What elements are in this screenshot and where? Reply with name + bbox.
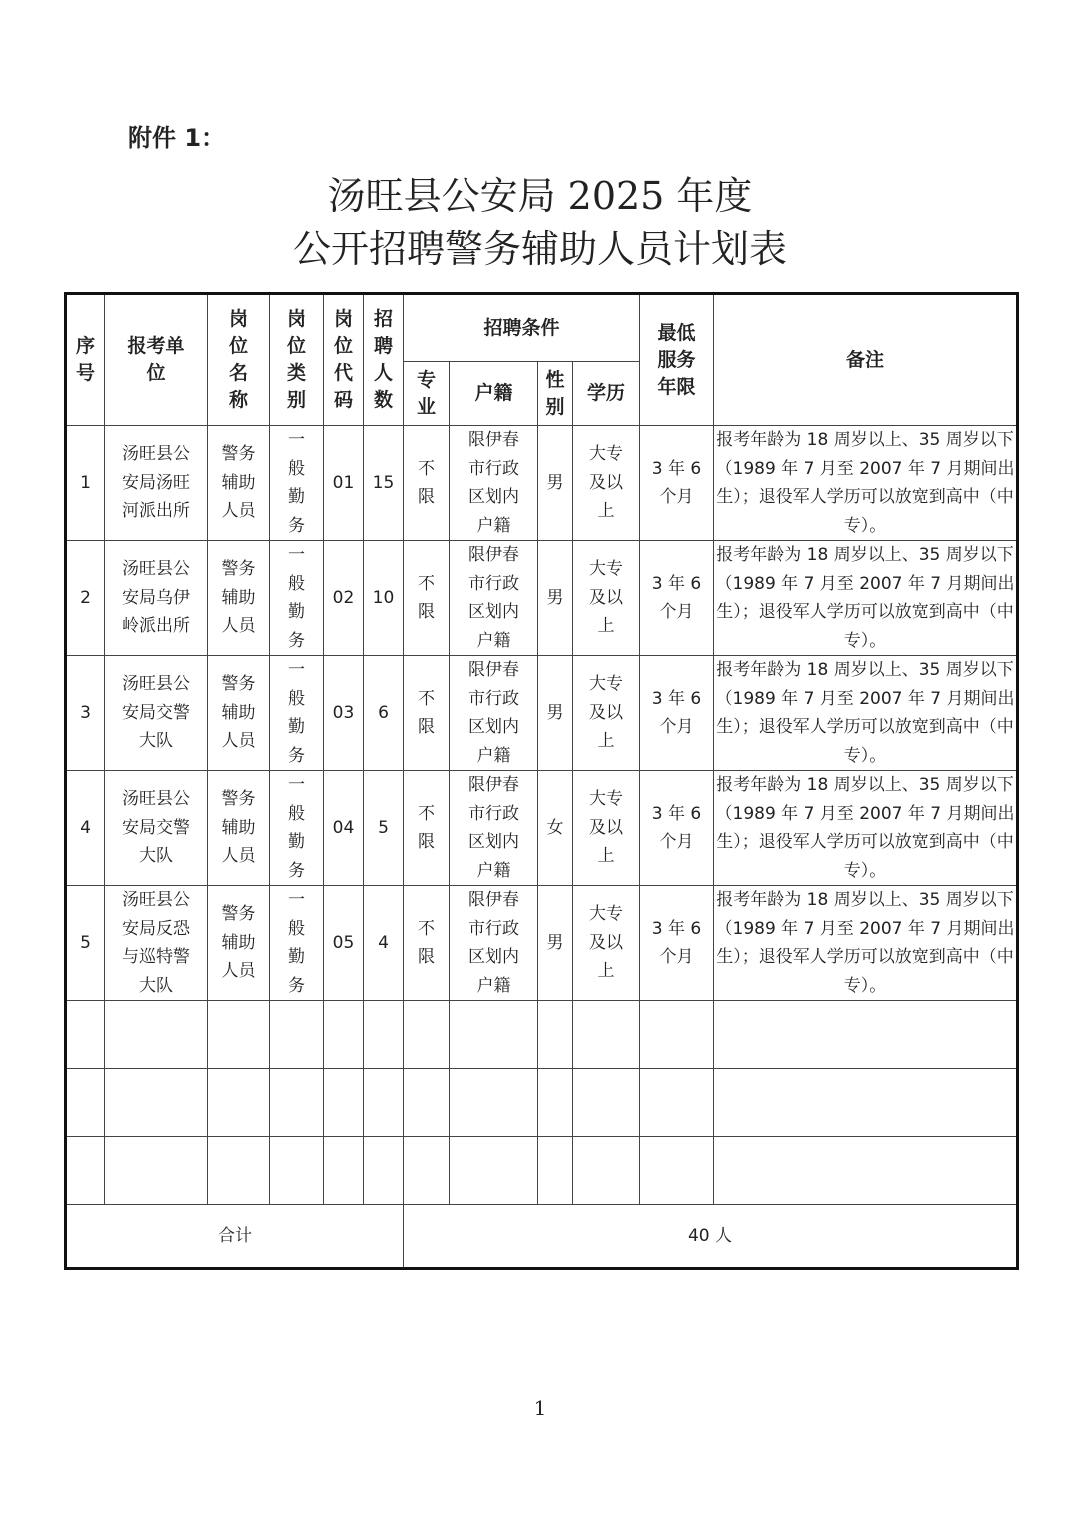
header-recruit-count: 招聘人数: [364, 294, 404, 426]
cell-education: 大专及以上: [573, 541, 640, 656]
cell-unit: 汤旺县公安局汤旺河派出所: [105, 426, 208, 541]
cell-major: 不限: [404, 426, 450, 541]
page-number: 1: [533, 1396, 547, 1420]
cell-post-type: 一般勤务: [270, 426, 324, 541]
header-conditions: 招聘条件: [404, 294, 640, 362]
table-row: [66, 541, 1018, 656]
cell-code: 01: [324, 426, 364, 541]
header-seq: 序号: [66, 294, 105, 426]
cell-code: 05: [324, 886, 364, 1001]
header-education: 学历: [573, 362, 640, 426]
header-service-years: 最低服务年限: [640, 294, 714, 426]
empty-row: [66, 1001, 1018, 1069]
total-row: [66, 1205, 1018, 1269]
cell-gender: 男: [538, 426, 573, 541]
cell-major: 不限: [404, 886, 450, 1001]
cell-gender: 男: [538, 886, 573, 1001]
cell-gender: 女: [538, 771, 573, 886]
cell-remark: 报考年龄为 18 周岁以上、35 周岁以下（1989 年 7 月至 2007 年 7 月期间出生）；退役军人学历可以放宽到高中（中专）。: [714, 426, 1018, 541]
cell-service: 3 年 6 个月: [640, 426, 714, 541]
cell-count: 10: [364, 541, 404, 656]
cell-remark: 报考年龄为 18 周岁以上、35 周岁以下（1989 年 7 月至 2007 年 7 月期间出生）；退役军人学历可以放宽到高中（中专）。: [714, 771, 1018, 886]
header-major: 专业: [404, 362, 450, 426]
page-title-line2: 公开招聘警务辅助人员计划表: [292, 227, 787, 271]
cell-major: 不限: [404, 541, 450, 656]
cell-education: 大专及以上: [573, 656, 640, 771]
cell-count: 5: [364, 771, 404, 886]
cell-major: 不限: [404, 656, 450, 771]
cell-major: 不限: [404, 771, 450, 886]
recruitment-plan-table: [64, 292, 1019, 1270]
cell-seq: 2: [66, 541, 105, 656]
cell-education: 大专及以上: [573, 426, 640, 541]
cell-unit: 汤旺县公安局交警大队: [105, 771, 208, 886]
empty-row: [66, 1069, 1018, 1137]
cell-hukou: 限伊春市行政区划内户籍: [450, 426, 538, 541]
header-unit: 报考单位: [105, 294, 208, 426]
total-value: 40 人: [404, 1205, 1018, 1269]
cell-hukou: 限伊春市行政区划内户籍: [450, 656, 538, 771]
cell-service: 3 年 6 个月: [640, 656, 714, 771]
cell-post-name: 警务辅助人员: [208, 426, 270, 541]
cell-unit: 汤旺县公安局乌伊岭派出所: [105, 541, 208, 656]
cell-remark: 报考年龄为 18 周岁以上、35 周岁以下（1989 年 7 月至 2007 年 7 月期间出生）；退役军人学历可以放宽到高中（中专）。: [714, 541, 1018, 656]
cell-seq: 5: [66, 886, 105, 1001]
cell-service: 3 年 6 个月: [640, 771, 714, 886]
cell-remark: 报考年龄为 18 周岁以上、35 周岁以下（1989 年 7 月至 2007 年 7 月期间出生）；退役军人学历可以放宽到高中（中专）。: [714, 886, 1018, 1001]
cell-post-type: 一般勤务: [270, 771, 324, 886]
cell-count: 6: [364, 656, 404, 771]
header-post-code: 岗位代码: [324, 294, 364, 426]
header-remark: 备注: [714, 294, 1018, 426]
cell-unit: 汤旺县公安局交警大队: [105, 656, 208, 771]
attachment-label: 附件 1：: [128, 124, 226, 152]
cell-post-name: 警务辅助人员: [208, 886, 270, 1001]
cell-post-type: 一般勤务: [270, 541, 324, 656]
table-row: [66, 426, 1018, 541]
cell-count: 4: [364, 886, 404, 1001]
cell-hukou: 限伊春市行政区划内户籍: [450, 541, 538, 656]
table-row: [66, 656, 1018, 771]
total-label: 合计: [66, 1205, 404, 1269]
cell-code: 02: [324, 541, 364, 656]
cell-service: 3 年 6 个月: [640, 541, 714, 656]
cell-seq: 3: [66, 656, 105, 771]
header-gender: 性别: [538, 362, 573, 426]
page-title-line1: 汤旺县公安局 2025 年度: [327, 174, 753, 218]
header-hukou: 户籍: [450, 362, 538, 426]
cell-seq: 1: [66, 426, 105, 541]
table-row: [66, 771, 1018, 886]
cell-hukou: 限伊春市行政区划内户籍: [450, 771, 538, 886]
header-post-type: 岗位类别: [270, 294, 324, 426]
cell-post-name: 警务辅助人员: [208, 656, 270, 771]
cell-code: 04: [324, 771, 364, 886]
table-row: [66, 886, 1018, 1001]
cell-remark: 报考年龄为 18 周岁以上、35 周岁以下（1989 年 7 月至 2007 年 7 月期间出生）；退役军人学历可以放宽到高中（中专）。: [714, 656, 1018, 771]
cell-education: 大专及以上: [573, 771, 640, 886]
cell-code: 03: [324, 656, 364, 771]
cell-hukou: 限伊春市行政区划内户籍: [450, 886, 538, 1001]
header-post-name: 岗位名称: [208, 294, 270, 426]
cell-gender: 男: [538, 541, 573, 656]
cell-education: 大专及以上: [573, 886, 640, 1001]
cell-post-type: 一般勤务: [270, 656, 324, 771]
cell-gender: 男: [538, 656, 573, 771]
cell-service: 3 年 6 个月: [640, 886, 714, 1001]
cell-unit: 汤旺县公安局反恐与巡特警大队: [105, 886, 208, 1001]
cell-post-type: 一般勤务: [270, 886, 324, 1001]
empty-row: [66, 1137, 1018, 1205]
cell-post-name: 警务辅助人员: [208, 541, 270, 656]
cell-count: 15: [364, 426, 404, 541]
cell-post-name: 警务辅助人员: [208, 771, 270, 886]
cell-seq: 4: [66, 771, 105, 886]
